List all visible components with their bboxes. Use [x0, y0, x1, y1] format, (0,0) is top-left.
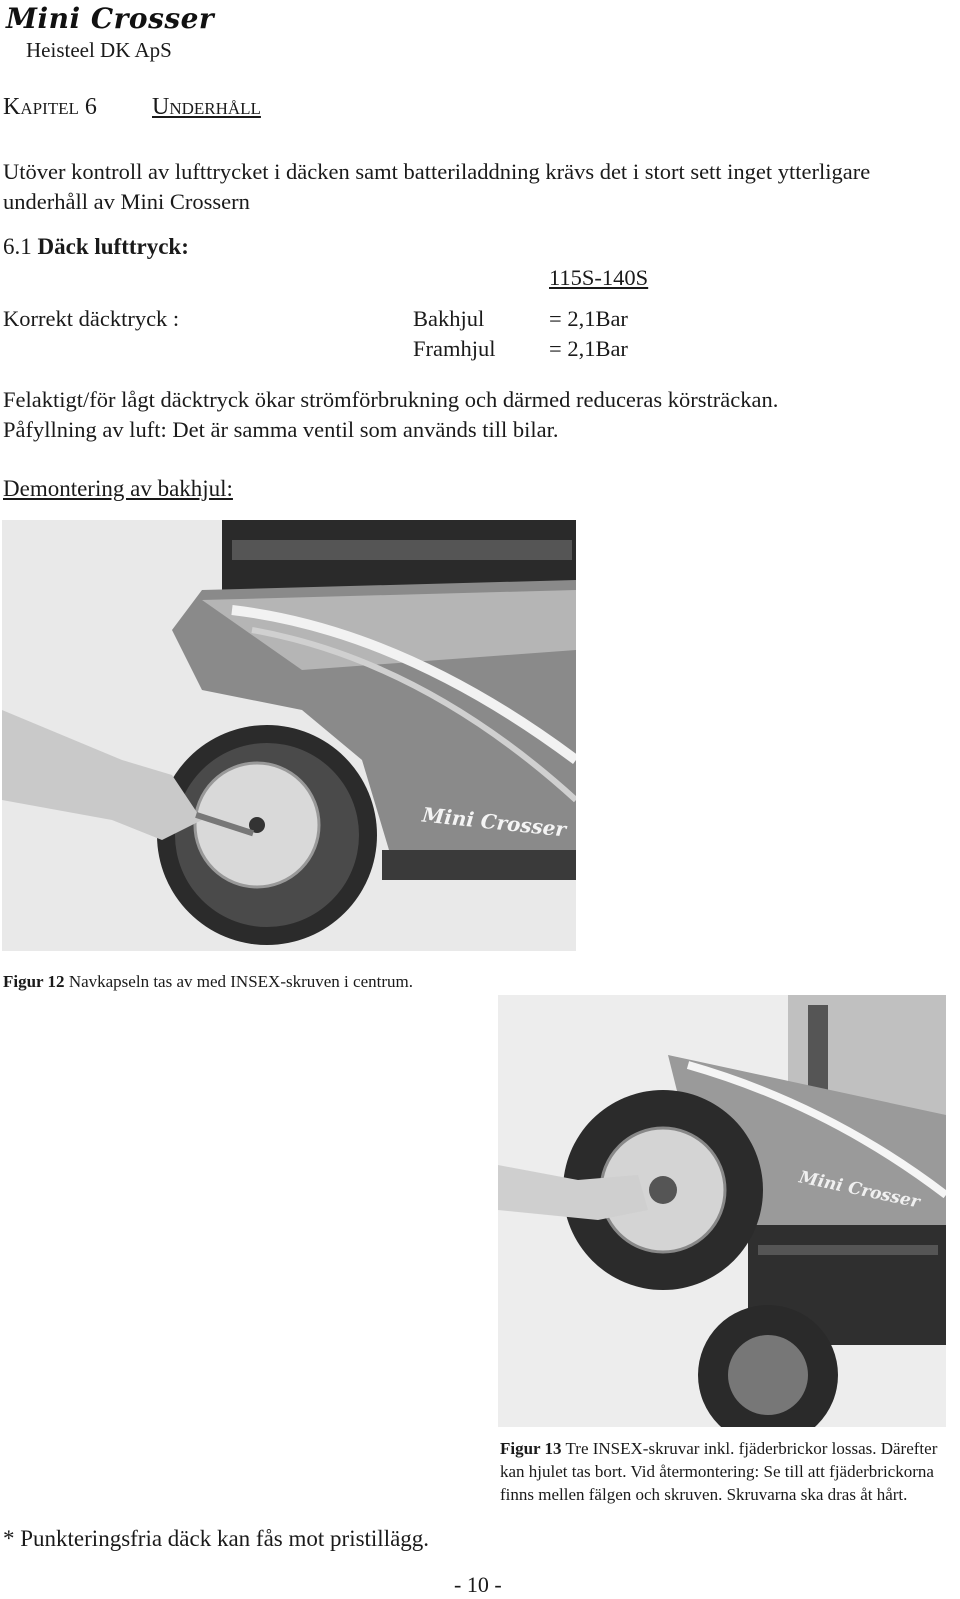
intro-paragraph: Utöver kontroll av lufttrycket i däcken samt batteriladdning krävs det i stort sett inget ytterligare underhåll av Mini Crossern	[3, 159, 871, 214]
note-pressure: Felaktigt/för lågt däcktryck ökar strömförbrukning och därmed reduceras körsträckan.	[3, 387, 779, 412]
page-number: - 10 -	[454, 1572, 502, 1597]
wheel-rear-label: Bakhjul	[413, 306, 485, 331]
section-title: Däck lufttryck:	[37, 234, 189, 259]
section-heading	[3, 234, 189, 260]
figure-13-photo	[498, 995, 946, 1427]
figure-13-label: Figur 13	[500, 1439, 562, 1458]
figure-13-illustration	[498, 995, 946, 1427]
footnote: * Punkteringsfria däck kan fås mot pristillägg.	[3, 1526, 430, 1551]
figure-13-photo-logo: Mini Crosser	[797, 1167, 922, 1213]
model-column-header: 115S-140S	[549, 265, 649, 290]
chapter-number: Kapitel 6	[3, 94, 97, 120]
pressure-label: Korrekt däcktryck :	[3, 306, 180, 331]
figure-12-photo-logo: Mini Crosser	[421, 802, 568, 842]
section-number: 6.1	[3, 234, 38, 259]
wheel-rear-value: = 2,1Bar	[549, 306, 628, 331]
notes-block	[3, 385, 953, 445]
wheel-front-value: = 2,1Bar	[549, 336, 628, 361]
figure-13-caption	[500, 1437, 940, 1506]
brand-logo: Mini Crosser	[6, 2, 215, 35]
note-refill: Påfyllning av luft: Det är samma ventil som används till bilar.	[3, 417, 559, 442]
figure-12-text: Navkapseln tas av med INSEX-skruven i centrum.	[64, 972, 413, 991]
figure-13-text: Tre INSEX-skruvar inkl. fjäderbrickor lossas. Därefter kan hjulet tas bort. Vid återmontering: Se till att fjäderbrickorna finns mellen fälgen och skruven. Skruvarna ska dras åt hårt.	[500, 1439, 938, 1504]
figure-12-photo	[2, 520, 576, 951]
company-name: Heisteel DK ApS	[26, 38, 172, 62]
subheading-demontering: Demontering av bakhjul:	[3, 476, 233, 501]
figure-12-illustration	[2, 520, 576, 951]
chapter-title: Underhåll	[152, 94, 261, 120]
figure-12-caption	[3, 970, 563, 993]
figure-12-label: Figur 12	[3, 972, 65, 991]
wheel-front-label: Framhjul	[413, 336, 496, 361]
